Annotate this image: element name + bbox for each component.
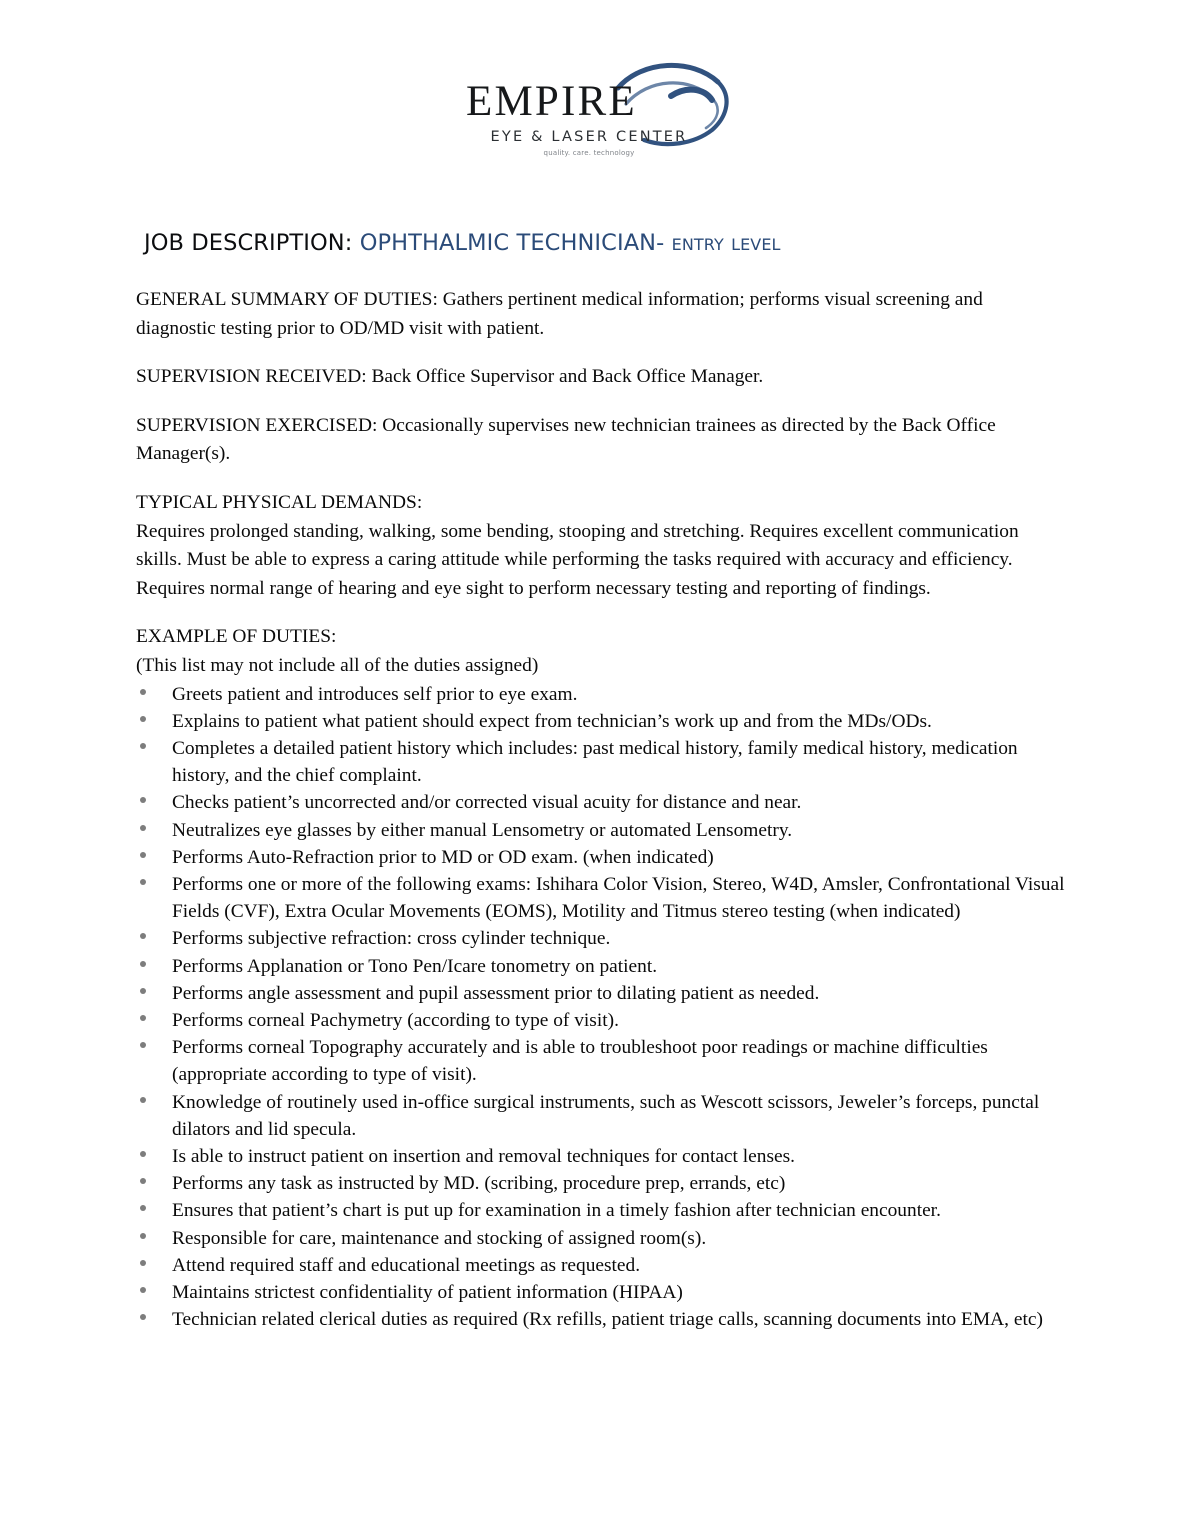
- example-of-duties-label: EXAMPLE OF DUTIES:: [136, 626, 337, 648]
- duty-text: Knowledge of routinely used in-office surgical instruments, such as Wescott scissors, Jeweler’s forceps, punctal dilators and lid specula.: [172, 1091, 1040, 1140]
- example-of-duties-note: (This list may not include all of the duties assigned): [136, 654, 539, 676]
- bullet-icon: [140, 716, 146, 722]
- company-logo: [0, 52, 1200, 172]
- bullet-icon: [140, 961, 146, 967]
- supervision-exercised-text: Occasionally supervises new technician trainees as directed by the Back Office Manager(s).: [136, 414, 996, 465]
- duty-text: Greets patient and introduces self prior to eye exam.: [172, 683, 578, 705]
- duty-list-item: [136, 1034, 1066, 1088]
- bullet-icon: [140, 743, 146, 749]
- title-blue-smallcaps-part: entry level: [671, 230, 781, 256]
- bullet-icon: [140, 1260, 146, 1266]
- duty-list-item: [136, 1306, 1066, 1333]
- bullet-icon: [140, 689, 146, 695]
- duty-list-item: [136, 1225, 1066, 1252]
- section-supervision-received: [136, 363, 1066, 392]
- bullet-icon: [140, 1233, 146, 1239]
- duty-list-item: [136, 1089, 1066, 1143]
- bullet-icon: [140, 1205, 146, 1211]
- duty-list-item: [136, 953, 1066, 980]
- duty-list-item: [136, 925, 1066, 952]
- duty-list-item: [136, 980, 1066, 1007]
- duty-text: Performs Auto-Refraction prior to MD or OD exam. (when indicated): [172, 846, 714, 868]
- duty-list-item: [136, 1252, 1066, 1279]
- duty-text: Neutralizes eye glasses by either manual Lensometry or automated Lensometry.: [172, 819, 793, 841]
- duty-text: Explains to patient what patient should expect from technician’s work up and from the MDs/ODs.: [172, 710, 932, 732]
- duty-text: Responsible for care, maintenance and stocking of assigned room(s).: [172, 1227, 707, 1249]
- physical-demands-text: Requires prolonged standing, walking, some bending, stooping and stretching. Requires excellent communication skills. Must be able to express a caring attitude while performing the tasks required with accuracy and efficiency. Requires normal range of hearing and eye sight to perform necessary testing and reporting of findings.: [136, 520, 1019, 599]
- duty-list-item: [136, 1143, 1066, 1170]
- bullet-icon: [140, 1015, 146, 1021]
- duty-text: Completes a detailed patient history which includes: past medical history, family medical history, medication history, and the chief complaint.: [172, 737, 1018, 787]
- document-body: [136, 286, 1066, 1333]
- duty-text: Checks patient’s uncorrected and/or corrected visual acuity for distance and near.: [172, 792, 802, 814]
- physical-demands-label: TYPICAL PHYSICAL DEMANDS:: [136, 491, 423, 513]
- duty-list-item: [136, 817, 1066, 844]
- duty-text: Performs subjective refraction: cross cylinder technique.: [172, 928, 611, 950]
- general-summary-label: GENERAL SUMMARY OF DUTIES:: [136, 289, 438, 310]
- logo-wordmark: EMPIRE: [466, 78, 637, 125]
- bullet-icon: [140, 988, 146, 994]
- bullet-icon: [140, 1097, 146, 1103]
- duty-list-item: [136, 681, 1066, 708]
- duty-text: Performs corneal Pachymetry (according to type of visit).: [172, 1009, 619, 1031]
- duty-text: Is able to instruct patient on insertion and removal techniques for contact lenses.: [172, 1145, 796, 1167]
- bullet-icon: [140, 879, 146, 885]
- bullet-icon: [140, 1287, 146, 1293]
- title-black-part: JOB DESCRIPTION:: [144, 230, 353, 256]
- bullet-icon: [140, 933, 146, 939]
- duty-text: Performs Applanation or Tono Pen/Icare tonometry on patient.: [172, 955, 658, 977]
- duty-list-item: [136, 1007, 1066, 1034]
- title-blue-part: OPHTHALMIC TECHNICIAN-: [359, 230, 665, 256]
- duty-list-item: [136, 1279, 1066, 1306]
- duty-text: Performs corneal Topography accurately and is able to troubleshoot poor readings or machine difficulties (appropriate according to type of visit).: [172, 1037, 988, 1086]
- bullet-icon: [140, 797, 146, 803]
- duty-list-item: [136, 1197, 1066, 1224]
- duty-text: Performs one or more of the following exams: Ishihara Color Vision, Stereo, W4D, Amsler, Confrontational Visual Fields (CVF), Extra Ocular Movements (EOMS), Motility and Titmus stereo testing (when indicated): [172, 873, 1065, 923]
- section-supervision-exercised: [136, 412, 1066, 469]
- logo-subtitle: EYE & LASER CENTER: [490, 129, 688, 145]
- duties-list: [136, 681, 1066, 1334]
- bullet-icon: [140, 852, 146, 858]
- duty-list-item: [136, 844, 1066, 871]
- bullet-icon: [140, 1178, 146, 1184]
- bullet-icon: [140, 825, 146, 831]
- duty-text: Attend required staff and educational meetings as requested.: [172, 1254, 641, 1276]
- logo-tagline: quality. care. technology: [543, 149, 635, 157]
- duty-list-item: [136, 735, 1066, 789]
- general-summary-text: Gathers pertinent medical information; performs visual screening and diagnostic testing prior to OD/MD visit with patient.: [136, 289, 983, 339]
- supervision-received-label: SUPERVISION RECEIVED:: [136, 366, 367, 388]
- bullet-icon: [140, 1314, 146, 1320]
- supervision-exercised-label: SUPERVISION EXERCISED:: [136, 414, 378, 436]
- supervision-received-text: Back Office Supervisor and Back Office Manager.: [366, 366, 764, 388]
- duty-text: Technician related clerical duties as required (Rx refills, patient triage calls, scanning documents into EMA, etc): [172, 1309, 1043, 1331]
- section-general-summary: [136, 286, 1066, 343]
- bullet-icon: [140, 1151, 146, 1157]
- duty-text: Maintains strictest confidentiality of patient information (HIPAA): [172, 1282, 683, 1303]
- duty-text: Performs angle assessment and pupil assessment prior to dilating patient as needed.: [172, 982, 820, 1004]
- duty-list-item: [136, 708, 1066, 735]
- duty-list-item: [136, 1170, 1066, 1197]
- duty-text: Ensures that patient’s chart is put up for examination in a timely fashion after technician encounter.: [172, 1200, 941, 1222]
- duty-list-item: [136, 789, 1066, 816]
- duty-text: Performs any task as instructed by MD. (scribing, procedure prep, errands, etc): [172, 1173, 786, 1195]
- bullet-icon: [140, 1042, 146, 1048]
- duty-list-item: [136, 871, 1066, 925]
- page-title: [144, 231, 1074, 257]
